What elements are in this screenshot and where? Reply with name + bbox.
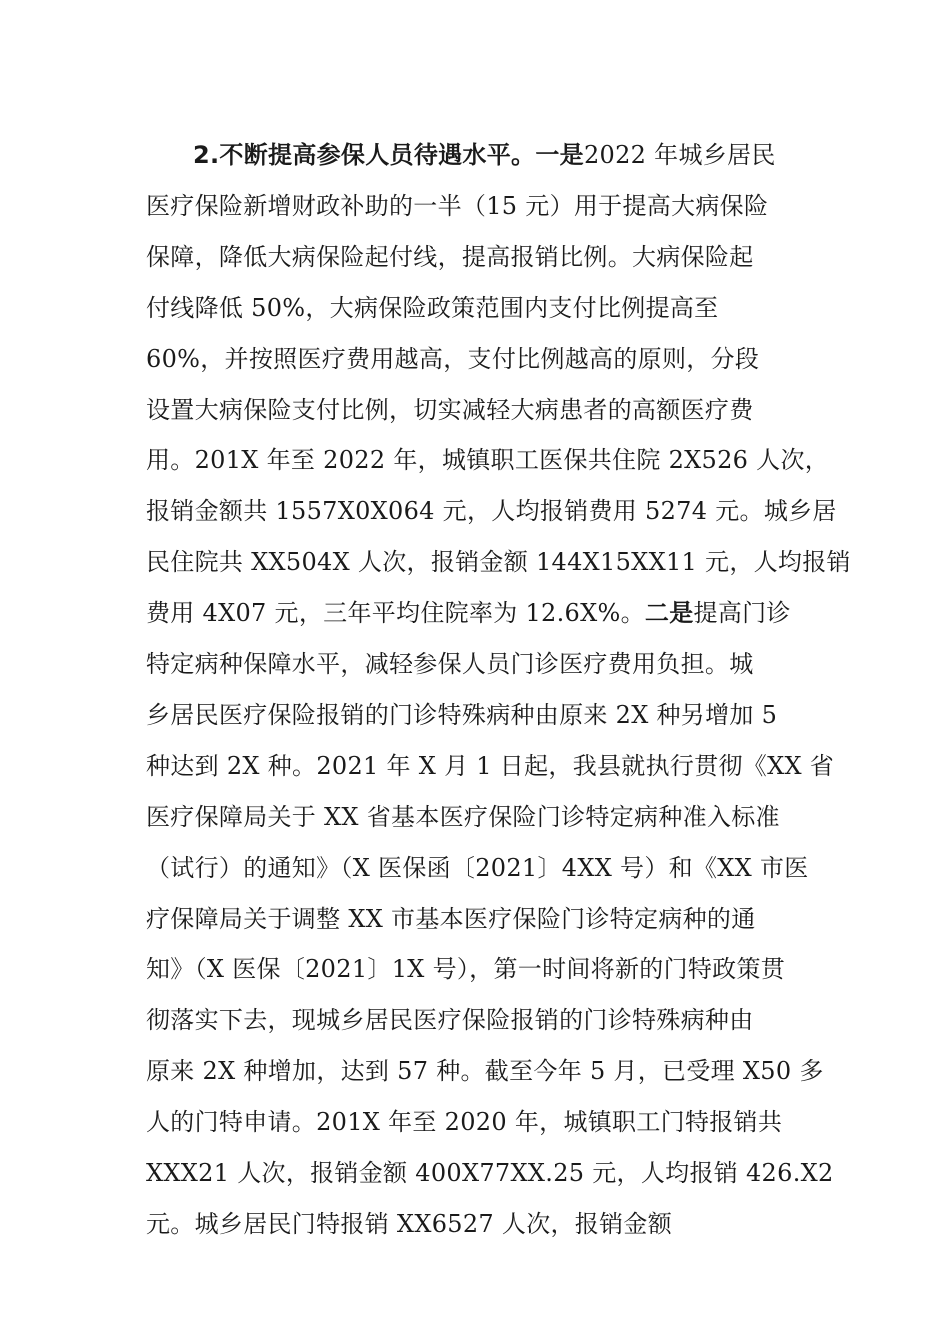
document-line bbox=[146, 1005, 826, 1035]
text-segment: 费用 4X07 元，三年平均住院率为 12.6X%。 bbox=[146, 599, 645, 627]
text-segment: 彻落实下去，现城乡居民医疗保险报销的门诊特殊病种由 bbox=[146, 1006, 754, 1034]
document-line bbox=[146, 598, 826, 628]
document-line bbox=[146, 1056, 826, 1086]
document-line bbox=[193, 140, 873, 170]
document-line bbox=[146, 293, 826, 323]
text-segment: 提高门诊 bbox=[693, 599, 791, 627]
document-line bbox=[146, 954, 826, 984]
bold-text-segment: 2.不断提高参保人员待遇水平。 bbox=[193, 141, 536, 169]
document-line bbox=[146, 802, 826, 832]
document-line bbox=[146, 242, 826, 272]
document-line bbox=[146, 751, 835, 781]
bold-text-segment: 一是 bbox=[535, 141, 584, 169]
text-segment: XXX21 人次，报销金额 400X77XX.25 元，人均报销 426.X2 bbox=[146, 1159, 834, 1187]
document-line bbox=[146, 649, 826, 679]
document-line bbox=[146, 904, 826, 934]
text-segment: 原来 2X 种增加，达到 57 种。截至今年 5 月，已受理 X50 多 bbox=[146, 1057, 824, 1085]
text-segment: 种达到 2X 种。2021 年 X 月 1 日起，我县就执行贯彻《XX 省 bbox=[146, 752, 835, 780]
text-segment: 疗保障局关于调整 XX 市基本医疗保险门诊特定病种的通 bbox=[146, 905, 756, 933]
text-segment: 特定病种保障水平，减轻参保人员门诊医疗费用负担。城 bbox=[146, 650, 754, 678]
text-segment: 民住院共 XX504X 人次，报销金额 144X15XX11 元，人均报销 bbox=[146, 548, 851, 576]
document-line bbox=[146, 700, 826, 730]
text-segment: 报销金额共 1557X0X064 元，人均报销费用 5274 元。城乡居 bbox=[146, 497, 837, 525]
text-segment: 设置大病保险支付比例，切实减轻大病患者的高额医疗费 bbox=[146, 396, 754, 424]
text-segment: 人的门特申请。201X 年至 2020 年，城镇职工门特报销共 bbox=[146, 1108, 783, 1136]
document-line bbox=[146, 445, 830, 475]
text-segment: 医疗保障局关于 XX 省基本医疗保险门诊特定病种准入标准 bbox=[146, 803, 780, 831]
bold-text-segment: 二是 bbox=[644, 599, 694, 627]
document-line bbox=[146, 191, 826, 221]
text-segment: 60%，并按照医疗费用越高，支付比例越高的原则，分段 bbox=[146, 345, 760, 373]
document-line bbox=[146, 1209, 826, 1239]
text-segment: 2022 年城乡居民 bbox=[583, 141, 776, 169]
text-segment: 知》（X 医保〔2021〕1X 号），第一时间将新的门特政策贯 bbox=[146, 955, 786, 983]
text-segment: 保障，降低大病保险起付线，提高报销比例。大病保险起 bbox=[146, 243, 754, 271]
document-line bbox=[146, 1107, 826, 1137]
text-segment: 元。城乡居民门特报销 XX6527 人次，报销金额 bbox=[146, 1210, 673, 1238]
document-line bbox=[146, 1158, 834, 1188]
text-segment: 用。201X 年至 2022 年，城镇职工医保共住院 2X526 人次， bbox=[146, 446, 830, 474]
document-line bbox=[146, 344, 826, 374]
document-line bbox=[146, 547, 851, 577]
text-segment: 乡居民医疗保险报销的门诊特殊病种由原来 2X 种另增加 5 bbox=[146, 701, 778, 729]
document-line bbox=[146, 395, 826, 425]
text-segment: （试行）的通知》（X 医保函〔2021〕4XX 号）和《XX 市医 bbox=[146, 854, 809, 882]
text-segment: 医疗保险新增财政补助的一半（15 元）用于提高大病保险 bbox=[146, 192, 769, 220]
text-segment: 付线降低 50%，大病保险政策范围内支付比例提高至 bbox=[146, 294, 719, 322]
document-line bbox=[146, 853, 826, 883]
document-line bbox=[146, 496, 837, 526]
